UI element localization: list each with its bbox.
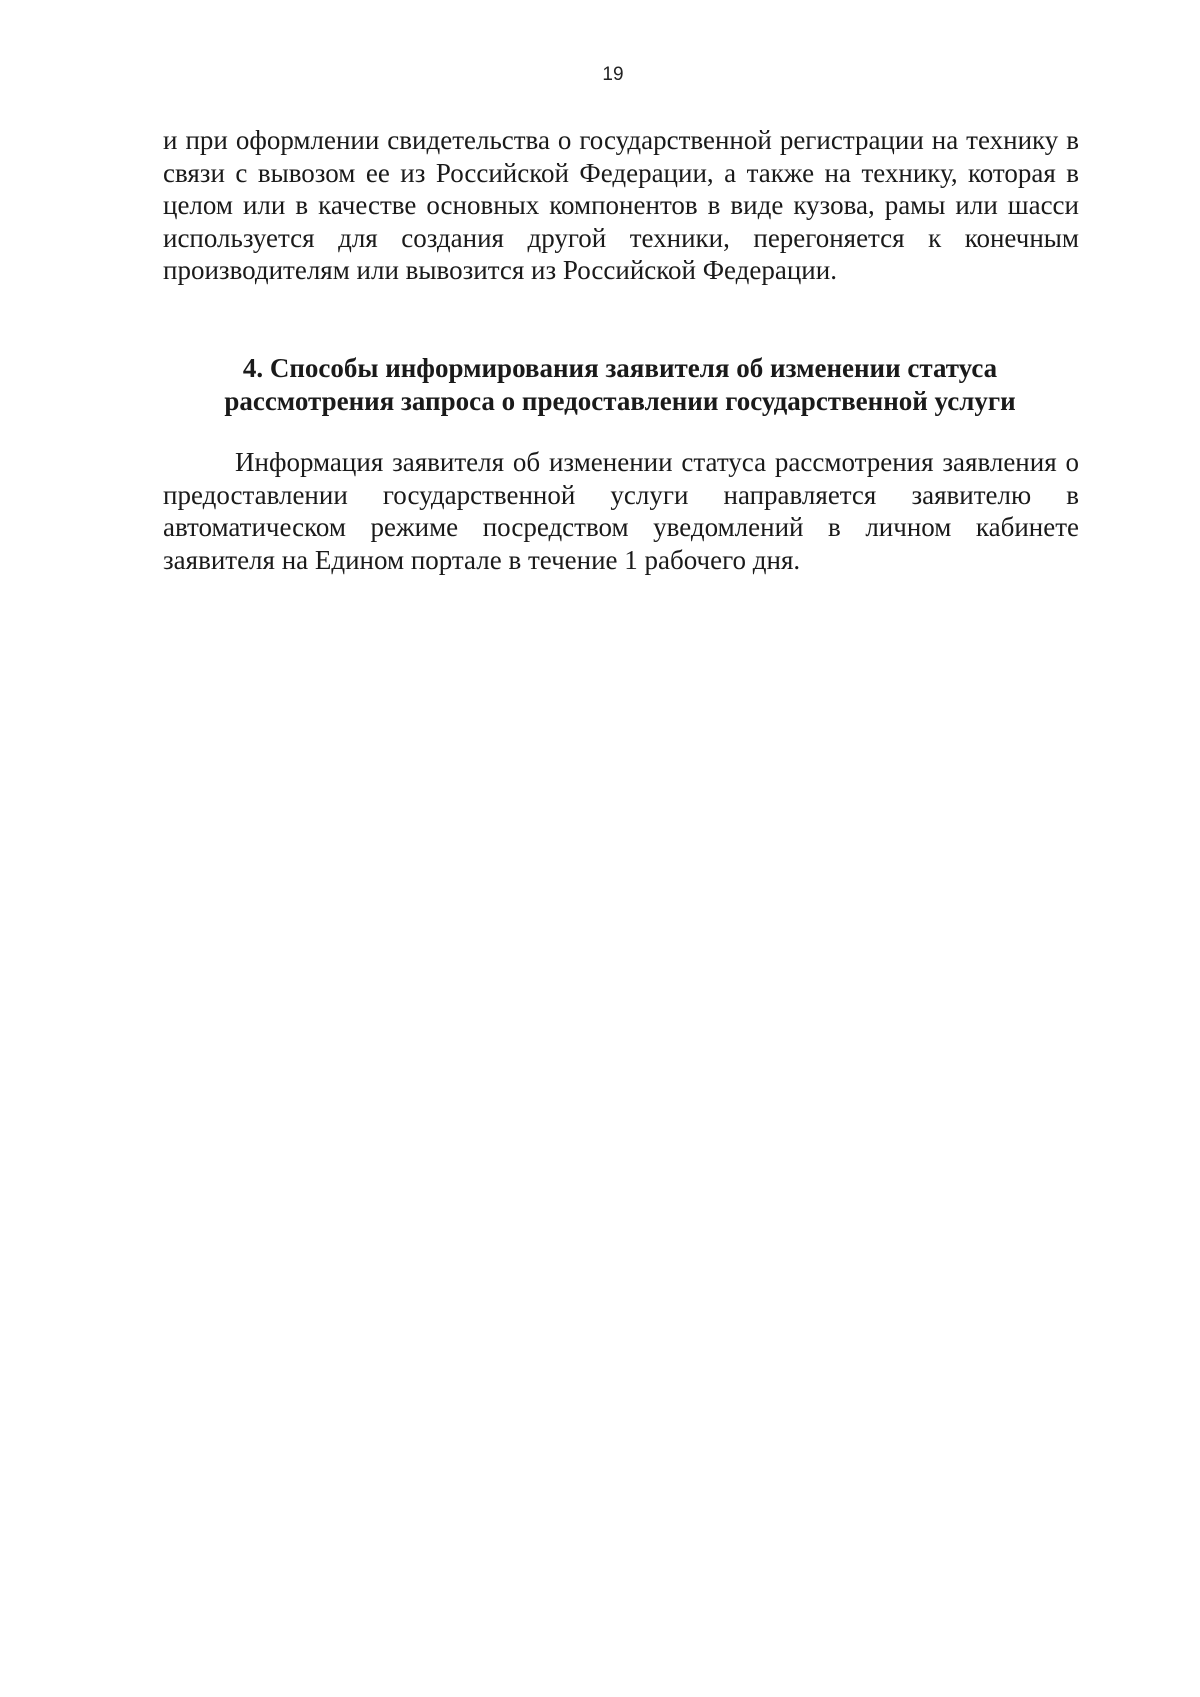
paragraph-continuation: и при оформлении свидетельства о государственной регистрации на технику в связи с вывозом ее из Российской Федерации, а также на технику, которая в целом или в качестве основных компонентов в виде кузова, рамы или шасси используется для создания другой техники, перегоняется к конечным производителям или вывозится из Российской Федерации. bbox=[163, 125, 1079, 285]
section-heading bbox=[150, 352, 1090, 418]
section-heading-line-2: рассмотрения запроса о предоставлении государственной услуги bbox=[224, 386, 1016, 416]
paragraph-notification-info: Информация заявителя об изменении статуса рассмотрения заявления о предоставлении государственной услуги направляется заявителю в автоматическом режиме посредством уведомлений в личном кабинете заявителя на Едином портале в течение 1 рабочего дня. bbox=[163, 447, 1079, 575]
section-heading-line-1: 4. Способы информирования заявителя об изменении статуса bbox=[242, 353, 998, 383]
page-number: 19 bbox=[602, 64, 624, 85]
